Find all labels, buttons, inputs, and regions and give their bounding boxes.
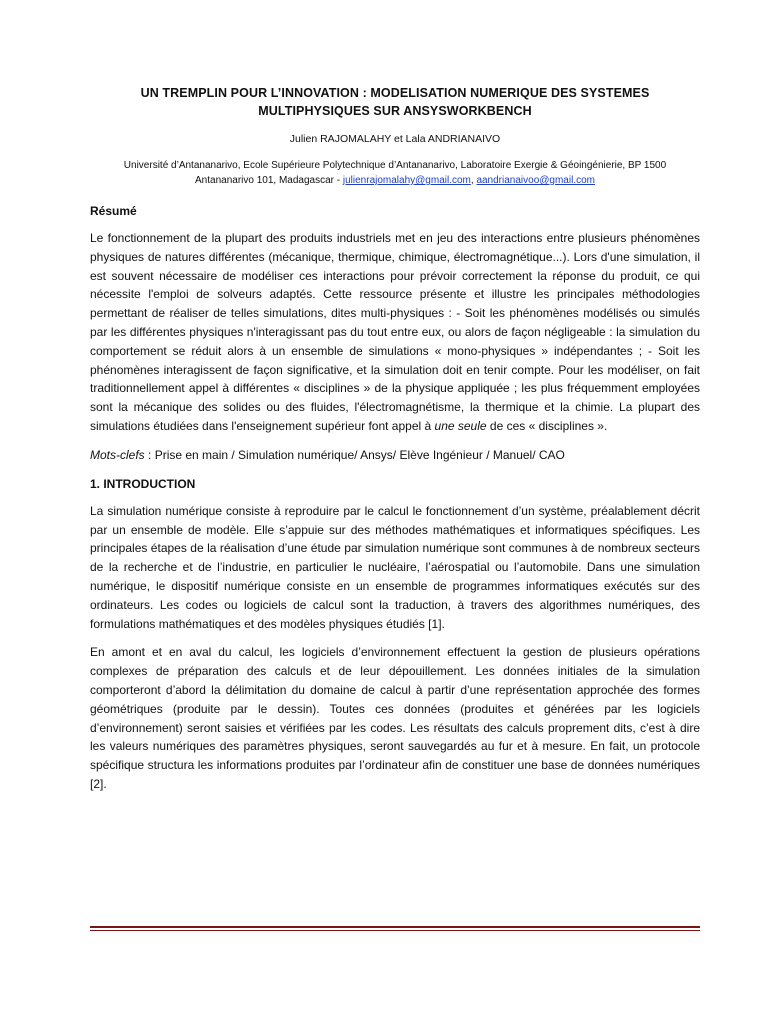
keywords — [90, 446, 700, 464]
footer-rule — [90, 926, 700, 932]
title-line-2: MULTIPHYSIQUES SUR ANSYSWORKBENCH — [258, 104, 532, 118]
footer-rule-thin — [90, 930, 700, 931]
resume-text-a: Le fonctionnement de la plupart des produits industriels met en jeu des interactions entre plusieurs phénomènes physiques de natures différentes (mécanique, thermique, chimique, électromagnétique...). Lors d'une simulation, il est souvent nécessaire de modéliser ces interactions pour prévoir correctement la réponse du produit, ce qui nécessite l'emploi de solveurs adaptés. Cette ressource présente et illustre les principales méthodologies permettant de réaliser de telles simulations, dites multi-physiques : - Soit les phénomènes modélisés ou simulés par les différentes physiques n'interagissant pas du tout entre eux, ou alors de façon négligeable : la simulation du comportement se réduit alors à un ensemble de simulations « mono-physiques » indépendantes ; - Soit les phénomènes interagissent de façon significative, et la simulation doit en tenir compte. Pour les modéliser, on fait traditionnellement appel à différentes « disciplines » de la physique appliquée ; les plus fréquemment employées sont la mécanique des solides ou des fluides, l'électromagnétisme, la thermique et la chimie. La plupart des simulations étudiées dans l'enseignement supérieur font appel à — [90, 231, 700, 433]
affiliation — [90, 158, 700, 188]
paper-title — [90, 84, 700, 120]
footer-rule-thick — [90, 926, 700, 928]
email-link-1[interactable]: julienrajomalahy@gmail.com — [342, 175, 471, 186]
resume-text-b: de ces « disciplines ». — [486, 418, 608, 433]
email-separator: , — [470, 175, 477, 186]
resume-text-italic: une seule — [434, 418, 487, 433]
resume-paragraph — [90, 229, 700, 436]
affiliation-line-1: Université d’Antananarivo, Ecole Supérieure Polytechnique d’Antananarivo, Laboratoire Exergie & Géoingénierie, BP 1500 — [123, 160, 667, 171]
intro-paragraph-1: La simulation numérique consiste à reproduire par le calcul le fonctionnement d’un système, préalablement décrit par un ensemble de modèle. Elle s’appuie sur des méthodes mathématiques et informatiques spécifiques. Les principales étapes de la réalisation d’une étude par simulation numérique sont communes à de nombreux secteurs de la recherche et de l’industrie, en particulier le nucléaire, l’aérospatial ou l’automobile. Dans une simulation numérique, le dispositif numérique consiste en un ensemble de programmes informatiques exécutés sur des ordinateurs. Les codes ou logiciels de calcul sont la traduction, à travers des algorithmes numériques, des formulations mathématiques et des modèles physiques étudiés [1]. — [90, 503, 700, 631]
affiliation-line-2 — [90, 173, 700, 188]
title-line-1: UN TREMPLIN POUR L’INNOVATION : MODELISATION NUMERIQUE DES SYSTEMES — [140, 86, 650, 100]
intro-paragraph-2: En amont et en aval du calcul, les logiciels d’environnement effectuent la gestion de plusieurs opérations complexes de préparation des calculs et de leur dépouillement. Les données initiales de la simulation comporteront d’abord la délimitation du domaine de calcul à partir d’une représentation approchée des formes géométriques (produite par le dessin). Toutes ces données (produites et générées par les logiciels d’environnement) seront saisies et vérifiées par les codes. Les résultats des calculs proprement dits, c’est à dire les valeurs numériques des paramètres physiques, seront sauvegardés au fur et à mesure. En fait, un protocole spécifique structura les informations produites par l’ordinateur afin de constituer une base de données numériques [2]. — [90, 645, 700, 791]
document-page — [90, 84, 700, 794]
section-1-heading: 1. INTRODUCTION — [90, 476, 196, 491]
keywords-label: Mots-clefs — [90, 447, 145, 462]
keywords-text: : Prise en main / Simulation numérique/ Ansys/ Elève Ingénieur / Manuel/ CAO — [144, 447, 565, 462]
authors: Julien RAJOMALAHY et Lala ANDRIANAIVO — [289, 133, 501, 145]
email-link-2[interactable]: aandrianaivoo@gmail.com — [476, 175, 595, 186]
resume-heading: Résumé — [90, 204, 137, 218]
affiliation-prefix: Antananarivo 101, Madagascar - — [195, 175, 343, 186]
